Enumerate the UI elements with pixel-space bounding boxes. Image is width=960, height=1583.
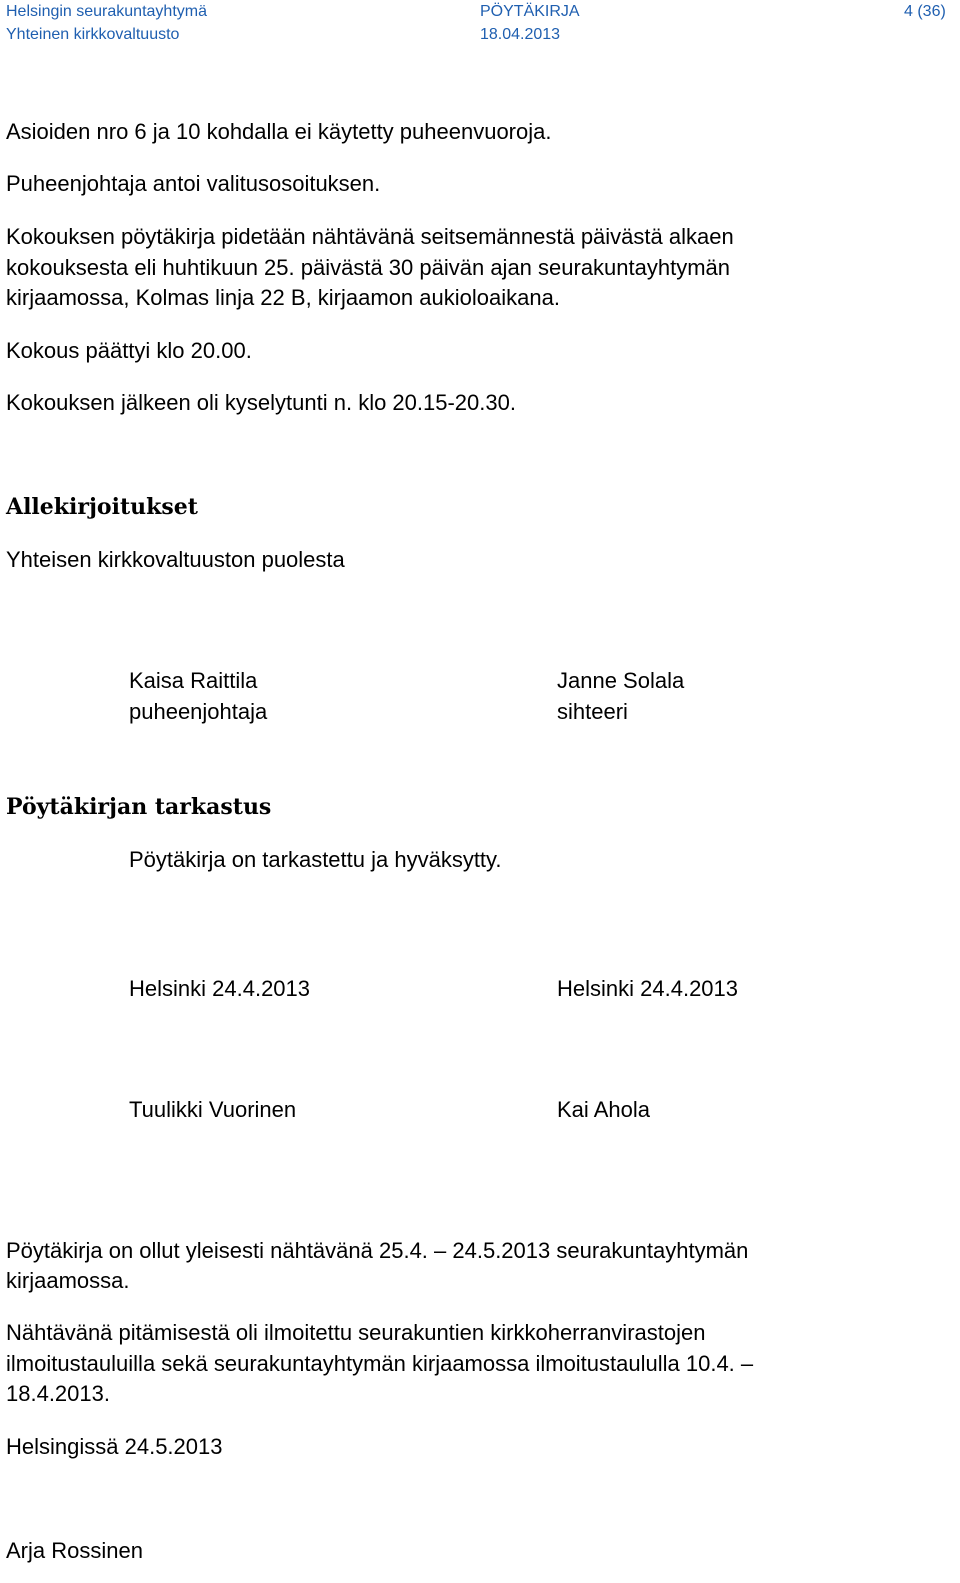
header-organization: Helsingin seurakuntayhtymä	[6, 3, 207, 20]
paragraph-minutes-display-line3: kirjaamossa, Kolmas linja 22 B, kirjaamon aukioloaikana.	[6, 285, 560, 310]
paragraph-minutes-display-line2: kokouksesta eli huhtikuun 25. päivästä 30 päivän ajan seurakuntayhtymän	[6, 255, 731, 280]
signer1-name: Kaisa Raittila	[129, 668, 258, 693]
notice-para2-line3: 18.4.2013.	[6, 1381, 110, 1406]
signatures-heading: Allekirjoitukset	[6, 494, 198, 520]
reviewer2-place-date: Helsinki 24.4.2013	[557, 976, 739, 1001]
paragraph-question-hour: Kokouksen jälkeen oli kyselytunti n. klo 20.15-20.30.	[6, 390, 516, 415]
header-page-number: 4 (36)	[904, 3, 946, 20]
notice-para2-line2: ilmoitustauluilla sekä seurakuntayhtymän kirjaamossa ilmoitustaululla 10.4. –	[6, 1351, 754, 1376]
review-heading: Pöytäkirjan tarkastus	[6, 794, 272, 820]
header-date: 18.04.2013	[480, 26, 561, 43]
notice-para2-line1: Nähtävänä pitämisestä oli ilmoitettu seurakuntien kirkkoherranvirastojen	[6, 1320, 706, 1345]
signer2-role: sihteeri	[557, 699, 628, 724]
review-statement: Pöytäkirja on tarkastettu ja hyväksytty.	[129, 847, 502, 872]
paragraph-meeting-ended: Kokous päättyi klo 20.00.	[6, 338, 252, 363]
paragraph-no-speeches: Asioiden nro 6 ja 10 kohdalla ei käytetty puheenvuoroja.	[6, 119, 552, 144]
reviewer2-name: Kai Ahola	[557, 1097, 650, 1122]
paragraph-appeal-instructions: Puheenjohtaja antoi valitusosoituksen.	[6, 171, 381, 196]
header-doc-type: PÖYTÄKIRJA	[480, 3, 580, 20]
reviewer1-name: Tuulikki Vuorinen	[129, 1097, 297, 1122]
notice-line1: Pöytäkirja on ollut yleisesti nähtävänä 25.4. – 24.5.2013 seurakuntayhtymän	[6, 1238, 749, 1263]
signer2-name: Janne Solala	[557, 668, 685, 693]
notice-line2: kirjaamossa.	[6, 1268, 130, 1293]
signer1-role: puheenjohtaja	[129, 699, 268, 724]
signatures-on-behalf: Yhteisen kirkkovaltuuston puolesta	[6, 547, 345, 572]
paragraph-minutes-display-line1: Kokouksen pöytäkirja pidetään nähtävänä seitsemännestä päivästä alkaen	[6, 224, 734, 249]
notice-certifier-name: Arja Rossinen	[6, 1538, 143, 1563]
reviewer1-place-date: Helsinki 24.4.2013	[129, 976, 311, 1001]
header-body: Yhteinen kirkkovaltuusto	[6, 26, 180, 43]
notice-place-date: Helsingissä 24.5.2013	[6, 1434, 223, 1459]
